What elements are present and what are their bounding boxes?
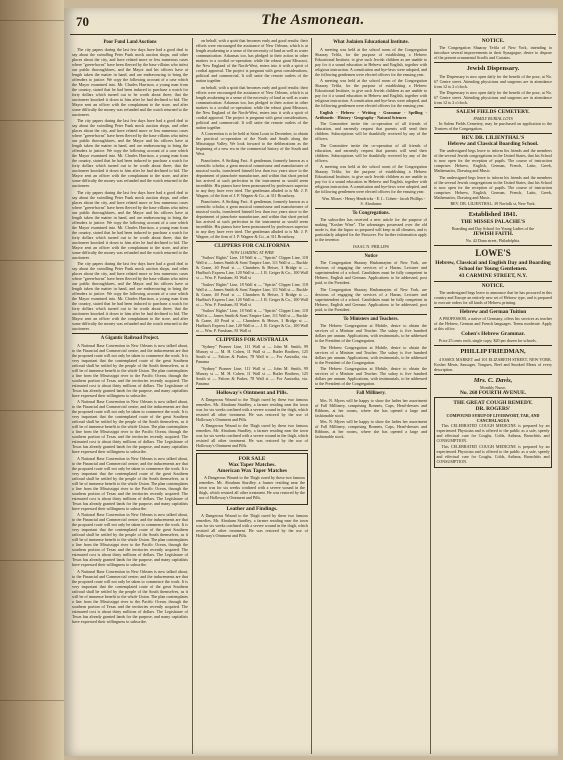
ad-listing: "Sailors' Rights" Line, 18 Wall st — "Spirits" Clipper Line, 118 Wall st — James Smith & Sons' Empire Line, 111 Wall st — Ruckle & Crane, 40 Pearl st — Chambers & Heiser, 3 Bridge st — Hurlbut's Express Line, 120 Wall st — J. R. Geiger & Co., 100 Wall st — Wm. F. Faruham, 81 Wall st	[196, 281, 308, 307]
page-header	[70, 12, 556, 35]
ad-title: LOWE'S	[475, 247, 511, 258]
ad-address: No. 268 FOURTH AVENUE.	[459, 390, 527, 396]
column-4	[434, 38, 552, 754]
ad-body: A Dangerous Wound to the Thigh cured by these two famous remedies. Mr. Abraham Sturdley, a farmer residing near the town was for six weeks confined with a severe wound in the thigh, which resisted all other treatment. He was restored by the use of Holloway's Ointment and Pills.	[196, 396, 308, 422]
ad-body: Price 25 cents each, single copy; $20 per dozen for schools.	[439, 338, 537, 343]
ad-subtitle: Hebrew and Classical Boarding School.	[447, 141, 539, 147]
article-body: The Congregation Shaaray Hashamayim of New York, are desirous of engaging the services of a Hazan, Lecturer and superintendent of a school. Candidates must be fully competent in Hebrew, English and German. Applications to be addressed, post paid, to the President.	[315, 286, 427, 312]
ad-product: COMPOUND SYRUP OF LIVERWORT, TAR, AND CANCHALAGUA	[446, 412, 540, 423]
ad-title: PHILLIP FRIEDMAN,	[460, 348, 526, 355]
ad-body: The Dispensary is now open daily for the benefit of the poor, at No. 67 Centre street. Attending physicians and surgeons are in attendance from 12 to 2 o'clock.	[434, 73, 552, 89]
article-body: The Hebrew Congregation at Mobile, desire to obtain the services of a Minister and Teacher. The salary is five hundred dollars per annum. Applications, with testimonials, to be addressed to the President of the Congregation.	[315, 344, 427, 365]
ad-body: A Dangerous Wound to the Thigh cured by these two famous remedies. Mr. Abraham Sturdley, a farmer residing near the town was for six weeks confined with a severe wound in the thigh, which resisted all other treatment. He was restored by the use of Holloway's Ointment and Pills.	[196, 423, 308, 448]
article-body: The Hebrew Congregation at Mobile, desire to obtain the services of a Minister and Teacher. The salary is five hundred dollars per annum. Applications, with testimonials, to be addressed to the President of the Congregation.	[315, 366, 427, 386]
ad-title: CLIPPERS FOR CALIFORNIA	[214, 243, 290, 249]
article-body: The Hebrew Congregation at Mobile, desire to obtain the services of a Minister and Teacher. The salary is five hundred dollars per annum. Applications, with testimonials, to be addressed to the President of the Congregation.	[315, 323, 427, 343]
ad-body: The Congregation Shaaray Tefila of New York, intending to introduce several improvements in their Synagogue, desire to dispose of the present ornamental Scrolls and Curtains.	[434, 45, 552, 60]
article-body: A National Base Convention in New Orleans is now talked about, to the Financial and Commercial centre; and the inducements are that the proposed route will not only be taken to commence the work. It is very important that the contemplated route of the great Southern railroad shall be settled by the people of the South themselves, as it will be of immense benefit to the whole Union. The plan contemplates a line from the Mississippi river to the Pacific Ocean, through the southern portion of Texas and the territories recently acquired. The estimated cost is about thirty millions of dollars. The Legislature of Texas has already granted lands for the purpose, and many capitalists have expressed their willingness to subscribe.	[72, 512, 188, 567]
match-ad-box	[196, 453, 308, 505]
ad-listing: "Sydney" Pioneer Line, 111 Wall st — John M. Smith, 99 Murray st — M. H. Cohen, 11 Wall st — Butler Brothers, 125 South st — Falcon & Parker, 78 Wall st — For Australia, via. Panama	[196, 344, 308, 364]
ad-title: SALEM FIELDS CEMETERY.	[456, 109, 530, 115]
article-title: To Congregations.	[352, 210, 390, 216]
article-title: To Ministers and Teachers.	[343, 316, 399, 322]
ad-title: Holloway's Ointment and Pills.	[216, 389, 288, 396]
ad-subtitle: Hebrew, Classical and English Day and Boarding School for Young Gentlemen.	[435, 259, 551, 272]
article-title: A Gigantic Railroad Project.	[100, 336, 160, 341]
ad-body: A Dangerous Wound to the Thigh cured by these two famous remedies. Mr. Abraham Sturdley, a farmer residing near the town was for six weeks confined with a severe wound in the thigh, which resisted all other treatment. He was restored by the use of Holloway's Ointment and Pills.	[199, 475, 305, 500]
ad-address: 43 CARMINE STREET, N.Y.	[459, 272, 527, 279]
ad-body: The undersigned begs leave to inform his friends and the members of the several Jewish congregations in the United States, that his School is now open for the reception of pupils. The course of instruction comprises Hebrew, English, German, French, Latin, Greek, Mathematics, Drawing and Music.	[434, 148, 552, 173]
article-title: Fall Millinery.	[356, 391, 386, 396]
ad-title: JEWISH FAITH.	[472, 230, 514, 237]
ad-listing: "Sydney" Pioneer Line, 111 Wall st — John M. Smith, 99 Murray st — M. H. Cohen, 11 Wall st — Butler Brothers, 125 South st — Falcon & Parker, 78 Wall st — For Australia, via. Panama	[196, 365, 308, 386]
signature: REV. DR. LILIENTHAL, 39 Norfolk st, New York.	[450, 201, 536, 206]
ad-title: NOTICE.	[481, 38, 505, 44]
article-list: Wm. Moses - Henry Hendricks - E. L. Cohen - Jacob Phillips - S. Abrahams	[321, 195, 426, 206]
ad-title: Hebrew and German Tuition	[459, 308, 527, 315]
ad-body: The undersigned begs leave to inform his friends and the members of the several Jewish congregations in the United States, that his School is now open for the reception of pupils. The course of instruction comprises Hebrew, English, German, French, Latin, Greek, Mathematics, Drawing and Music.	[434, 174, 552, 200]
ad-body: The undersigned begs leave to announce that he has procured in this country and Europe an entirely new set of Hebrew type, and is prepared to execute orders for all kinds of Hebrew printing.	[434, 289, 552, 305]
ad-title: Established 1841.	[468, 211, 518, 218]
ad-body: In Salem Fields Cemetery, may be purchased on application to the Trustees of the Congregation.	[434, 121, 552, 131]
article-list: English - Hebrew - Writing - Grammar - Spelling - Arithmetic - History - Geography - Natural Sciences	[315, 109, 427, 120]
article-body: A National Base Convention in New Orleans is now talked about, to the Financial and Commercial centre; and the inducements are that the proposed route will not only be taken to commence the work. It is very important that the contemplated route of the great Southern railroad shall be settled by the people of the South themselves, as it will be of immense benefit to the whole Union. The plan contemplates a line from the Mississippi river to the Pacific Ocean, through the southern portion of Texas and the territories recently acquired. The estimated cost is about thirty millions of dollars. The Legislature of Texas has already granted lands for the purpose, and many capitalists have expressed their willingness to subscribe.	[72, 399, 188, 454]
column-3	[315, 38, 427, 754]
ad-body: A Dangerous Wound to the Thigh cured by these two famous remedies. Mr. Abraham Sturdley, a farmer residing near the town was for six weeks confined with a severe wound in the thigh, which resisted all other treatment. He was restored by the use of Holloway's Ointment and Pills.	[196, 512, 308, 538]
article-body: A National Base Convention in New Orleans is now talked about, to the Financial and Commercial centre; and the inducements are that the proposed route will not only be taken to commence the work. It is very important that the contemplated route of the great Southern railroad shall be settled by the people of the South themselves, as it will be of immense benefit to the whole Union. The plan contemplates a line from the Mississippi river to the Pacific Ocean, through the southern portion of Texas and the territories recently acquired. The estimated cost is about thirty millions of dollars. The Legislature of Texas has already granted lands for the purpose, and many capitalists have expressed their willingness to subscribe.	[72, 568, 188, 624]
article-body: A meeting was held at the school room of the Congregation Shaaray Tefila, for the purpose of establishing a Hebrew Educational Institute, to give such Jewish children as are unable to pay for it a sound education in Hebrew and English, together with religious instruction. A constitution and bye-laws were adopted, and the following gentlemen were elected officers for the ensuing year.	[315, 164, 427, 194]
article-body: A Convention is to be held at Saint Louis in December, to obtain the practical co-operation of the North and South along the Mississippi Valley. We look forward to the deliberations as the beginning of a new era in the commercial history of the South and West.	[196, 131, 308, 156]
article-body: Pianofortes. A Striking Fact. A gentleman, formerly known as a scientific scholar, a great musical connoisseur and manufacturer of musical works, transferred himself less than two years since to the department of pianoforte manufacture, and within that short period has arrived at such perfection in the instrument as would seem incredible. His pianos have been pronounced by professors superior to any they have ever tried. The gentleman alluded to is Mr. J. P. Wagner, of the firm of J. P. Wagner & Co., at 311 Broadway.	[196, 199, 308, 239]
ad-subtitle: Boarding and Day School for Young Ladies of the	[451, 225, 535, 231]
article-body: on behalf, with a spirit that becomes early and good results: their efforts were encouraged the assistance of New Orleans, which is at length awakening to a sense of the necessity of land as well as water communication. Arkansas too, has pledged to their action in other matters to a cordial co-operation; while the robust giant Missouri, the New England of the North-West, enters into it with a spirit of cordial approval. The project is pregnant with great considerations, political and commercial. It will unite the remote outlets of the nation together.	[196, 84, 308, 130]
ad-body: The Dispensary is now open daily for the benefit of the poor, at No. 67 Centre street. Attending physicians and surgeons are in attendance from 12 to 2 o'clock.	[434, 90, 552, 105]
column-2	[196, 38, 308, 754]
article-body: Mrs. N. Myers will be happy to show the ladies her assortment of Fall Millinery, comprising Bonnets, Caps, Head-dresses and Ribbons, at her rooms, where she has opened a large and fashionable stock.	[315, 397, 427, 418]
ad-title: CLIPPERS FOR AUSTRALIA	[215, 337, 289, 343]
ad-listing: "Sailors' Rights" Line, 18 Wall st — "Spirits" Clipper Line, 118 Wall st — James Smith & Sons' Empire Line, 111 Wall st — Ruckle & Crane, 40 Pearl st — Chambers & Heiser, 3 Bridge st — Hurlbut's Express Line, 120 Wall st — J. R. Geiger & Co., 100 Wall st — Wm. F. Faruham, 81 Wall st	[196, 255, 308, 280]
ad-title: THE GREAT COUGH REMEDY.	[453, 399, 533, 406]
article-body: A National Base Convention in New Orleans is now talked about, to the Financial and Commercial centre; and the inducements are that the proposed route will not only be taken to commence the work. It is very important that the contemplated route of the great Southern railroad shall be settled by the people of the South themselves, as it will be of immense benefit to the whole Union. The plan contemplates a line from the Mississippi river to the Pacific Ocean, through the southern portion of Texas and the territories recently acquired. The estimated cost is about thirty millions of dollars. The Legislature of Texas has already granted lands for the purpose, and many capitalists have expressed their willingness to subscribe.	[72, 455, 188, 511]
article-title: Poor Fund Land Auctions	[103, 40, 157, 45]
ad-body: This CELEBRATED COUGH MEDICINE is prepared by an experienced Physician and is offered to the public as a safe, speedy and effectual cure for Coughs, Colds, Asthma, Bronchitis and CONSUMPTION.	[436, 422, 550, 443]
article-body: Mrs. N. Myers will be happy to show the ladies her assortment of Fall Millinery, comprising Bonnets, Caps, Head-dresses and Ribbons, at her rooms, where she has opened a large and fashionable stock.	[315, 419, 427, 439]
ad-body: A PROFESSOR, a native of Germany, offers his services as teacher of the Hebrew, German and French languages. Terms moderate. Apply at this office.	[434, 315, 552, 331]
ad-title: FOR SALE	[238, 456, 266, 462]
ad-title: Cohen's Hebrew Grammar.	[461, 331, 525, 337]
ad-line: American Wax Taper Matches	[216, 468, 288, 474]
signature: ISAAC N. PHILLIPS	[353, 243, 389, 249]
column-1	[72, 38, 188, 754]
article-body: The subscriber has received a new article for the purpose of making "Kosher Wine". The advantages possessed over the old mode is, that the liquor so prepared will keep in all climates, and is particularly adapted for the Passover. For further information apply to the inventor.	[315, 217, 427, 242]
ad-subtitle: FAMILY BURIAL LOTS	[473, 116, 513, 121]
article-title: Notice	[364, 253, 378, 259]
page-number: 70	[76, 14, 89, 29]
ad-subtitle: Wax Taper Matches.	[228, 462, 276, 468]
ad-body: 4 ESSEX MARKET and 101 ELIZABETH STREET, NEW YORK. Kosher Meats, Sausages, Tongues, Beef and Smoked Meats of every description.	[434, 356, 552, 372]
cough-remedy-ad	[434, 397, 552, 468]
ad-subtitle: Monthly Nurse,	[480, 385, 506, 390]
article-body: The Committee invite the co-operation of all friends of education, and earnestly request that parents will send their children. Subscriptions will be thankfully received by any of the officers.	[315, 142, 427, 163]
ad-title: Leather and Findings.	[226, 505, 278, 512]
ad-address: No. 42 Dana street, Philadelphia.	[465, 237, 521, 243]
masthead: The Asmonean.	[261, 12, 365, 28]
ad-title: NOTICE.	[481, 282, 505, 289]
article-body: The Committee invite the co-operation of all friends of education, and earnestly request that parents will send their children. Subscriptions will be thankfully received by any of the officers.	[315, 121, 427, 141]
article-body: The city papers during the last few days have had a good deal to say about the swindling Peter Funk mock auction shops, and other places about the city, and have related more or less numerous cases where "green-horns" have been fleeced by the base villains who infest our public thoroughfares, and the Mayor and his officers have at length taken the matter in hand, and are endeavouring to bring the offenders to justice. We copy the following account of a case which the Mayor examined into. Mr. Charles Harrison, a young man from the country, stated that he had been induced to purchase a watch for forty dollars which turned out to be worth about three; that the auctioneer knocked it down to him after he had declined to bid. The Mayor sent an officer with the complainant to the store, and after some difficulty the money was refunded and the watch returned to the auctioneer.	[72, 189, 188, 260]
ad-title: REV. DR. LILIENTHAL'S	[461, 135, 525, 141]
article-body: A meeting was held at the school room of the Congregation Shaaray Tefila, for the purpose of establishing a Hebrew Educational Institute, to give such Jewish children as are unable to pay for it a sound education in Hebrew and English, together with religious instruction. A constitution and bye-laws were adopted, and the following gentlemen were elected officers for the ensuing year.	[315, 46, 427, 77]
ad-subtitle: DR. ROGERS'	[475, 405, 511, 412]
binding-gutter	[0, 0, 64, 760]
ad-subtitle: NOW LOADING AT PIER	[230, 250, 274, 255]
ad-title: Mrs. C. Davis,	[473, 376, 513, 384]
article-title: What Judaism Educational Institute.	[333, 40, 409, 45]
article-body: Pianofortes. A Striking Fact. A gentleman, formerly known as a scientific scholar, a great musical connoisseur and manufacturer of musical works, transferred himself less than two years since to the department of pianoforte manufacture, and within that short period has arrived at such perfection in the instrument as would seem incredible. His pianos have been pronounced by professors superior to any they have ever tried. The gentleman alluded to is Mr. J. P. Wagner, of the firm of J. P. Wagner & Co., at 311 Broadway.	[196, 157, 308, 198]
article-body: A meeting was held at the school room of the Congregation Shaaray Tefila, for the purpose of establishing a Hebrew Educational Institute, to give such Jewish children as are unable to pay for it a sound education in Hebrew and English, together with religious instruction. A constitution and bye-laws were adopted, and the following gentlemen were elected officers for the ensuing year.	[315, 78, 427, 108]
article-body: The city papers during the last few days have had a good deal to say about the swindling Peter Funk mock auction shops, and other places about the city, and have related more or less numerous cases where "green-horns" have been fleeced by the base villains who infest our public thoroughfares, and the Mayor and his officers have at length taken the matter in hand, and are endeavouring to bring the offenders to justice. We copy the following account of a case which the Mayor examined into. Mr. Charles Harrison, a young man from the country, stated that he had been induced to purchase a watch for forty dollars which turned out to be worth about three; that the auctioneer knocked it down to him after he had declined to bid. The Mayor sent an officer with the complainant to the store, and after some difficulty the money was refunded and the watch returned to the auctioneer.	[72, 261, 188, 331]
article-body: on behalf, with a spirit that becomes early and good results: their efforts were encouraged the assistance of New Orleans, which is at length awakening to a sense of the necessity of land as well as water communication. Arkansas too, has pledged to their action in other matters to a cordial co-operation; while the robust giant Missouri, the New England of the North-West, enters into it with a spirit of cordial approval. The project is pregnant with great considerations, political and commercial. It will unite the remote outlets of the nation together.	[196, 38, 308, 83]
article-body: The Congregation Shaaray Hashamayim of New York, are desirous of engaging the services of a Hazan, Lecturer and superintendent of a school. Candidates must be fully competent in Hebrew, English and German. Applications to be addressed, post paid, to the President.	[315, 260, 427, 285]
article-body: The city papers during the last few days have had a good deal to say about the swindling Peter Funk mock auction shops, and other places about the city, and have related more or less numerous cases where "green-horns" have been fleeced by the base villains who infest our public thoroughfares, and the Mayor and his officers have at length taken the matter in hand, and are endeavouring to bring the offenders to justice. We copy the following account of a case which the Mayor examined into. Mr. Charles Harrison, a young man from the country, stated that he had been induced to purchase a watch for forty dollars which turned out to be worth about three; that the auctioneer knocked it down to him after he had declined to bid. The Mayor sent an officer with the complainant to the store, and after some difficulty the money was refunded and the watch returned to the auctioneer.	[72, 118, 188, 188]
ad-body: This CELEBRATED COUGH MEDICINE is prepared by an experienced Physician and is offered to the public as a safe, speedy and effectual cure for Coughs, Colds, Asthma, Bronchitis and CONSUMPTION.	[436, 444, 550, 464]
ad-title: Jewish Dispensary.	[466, 65, 520, 72]
article-body: The city papers during the last few days have had a good deal to say about the swindling Peter Funk mock auction shops, and other places about the city, and have related more or less numerous cases where "green-horns" have been fleeced by the base villains who infest our public thoroughfares, and the Mayor and his officers have at length taken the matter in hand, and are endeavouring to bring the offenders to justice. We copy the following account of a case which the Mayor examined into. Mr. Charles Harrison, a young man from the country, stated that he had been induced to purchase a watch for forty dollars which turned out to be worth about three; that the auctioneer knocked it down to him after he had declined to bid. The Mayor sent an officer with the complainant to the store, and after some difficulty the money was refunded and the watch returned to the auctioneer.	[72, 46, 188, 117]
ad-title: THE MISSES PALACHE'S	[460, 218, 526, 225]
ad-listing: "Sailors' Rights" Line, 18 Wall st — "Spirits" Clipper Line, 118 Wall st — James Smith & Sons' Empire Line, 111 Wall st — Ruckle & Crane, 40 Pearl st — Chambers & Heiser, 3 Bridge st — Hurlbut's Express Line, 120 Wall st — J. R. Geiger & Co., 100 Wall st — Wm. F. Faruham, 81 Wall st	[196, 308, 308, 333]
newspaper-page	[64, 8, 558, 756]
article-body: A National Base Convention in New Orleans is now talked about, to the Financial and Commercial centre; and the inducements are that the proposed route will not only be taken to commence the work. It is very important that the contemplated route of the great Southern railroad shall be settled by the people of the South themselves, as it will be of immense benefit to the whole Union. The plan contemplates a line from the Mississippi river to the Pacific Ocean, through the southern portion of Texas and the territories recently acquired. The estimated cost is about thirty millions of dollars. The Legislature of Texas has already granted lands for the purpose, and many capitalists have expressed their willingness to subscribe.	[72, 342, 188, 398]
